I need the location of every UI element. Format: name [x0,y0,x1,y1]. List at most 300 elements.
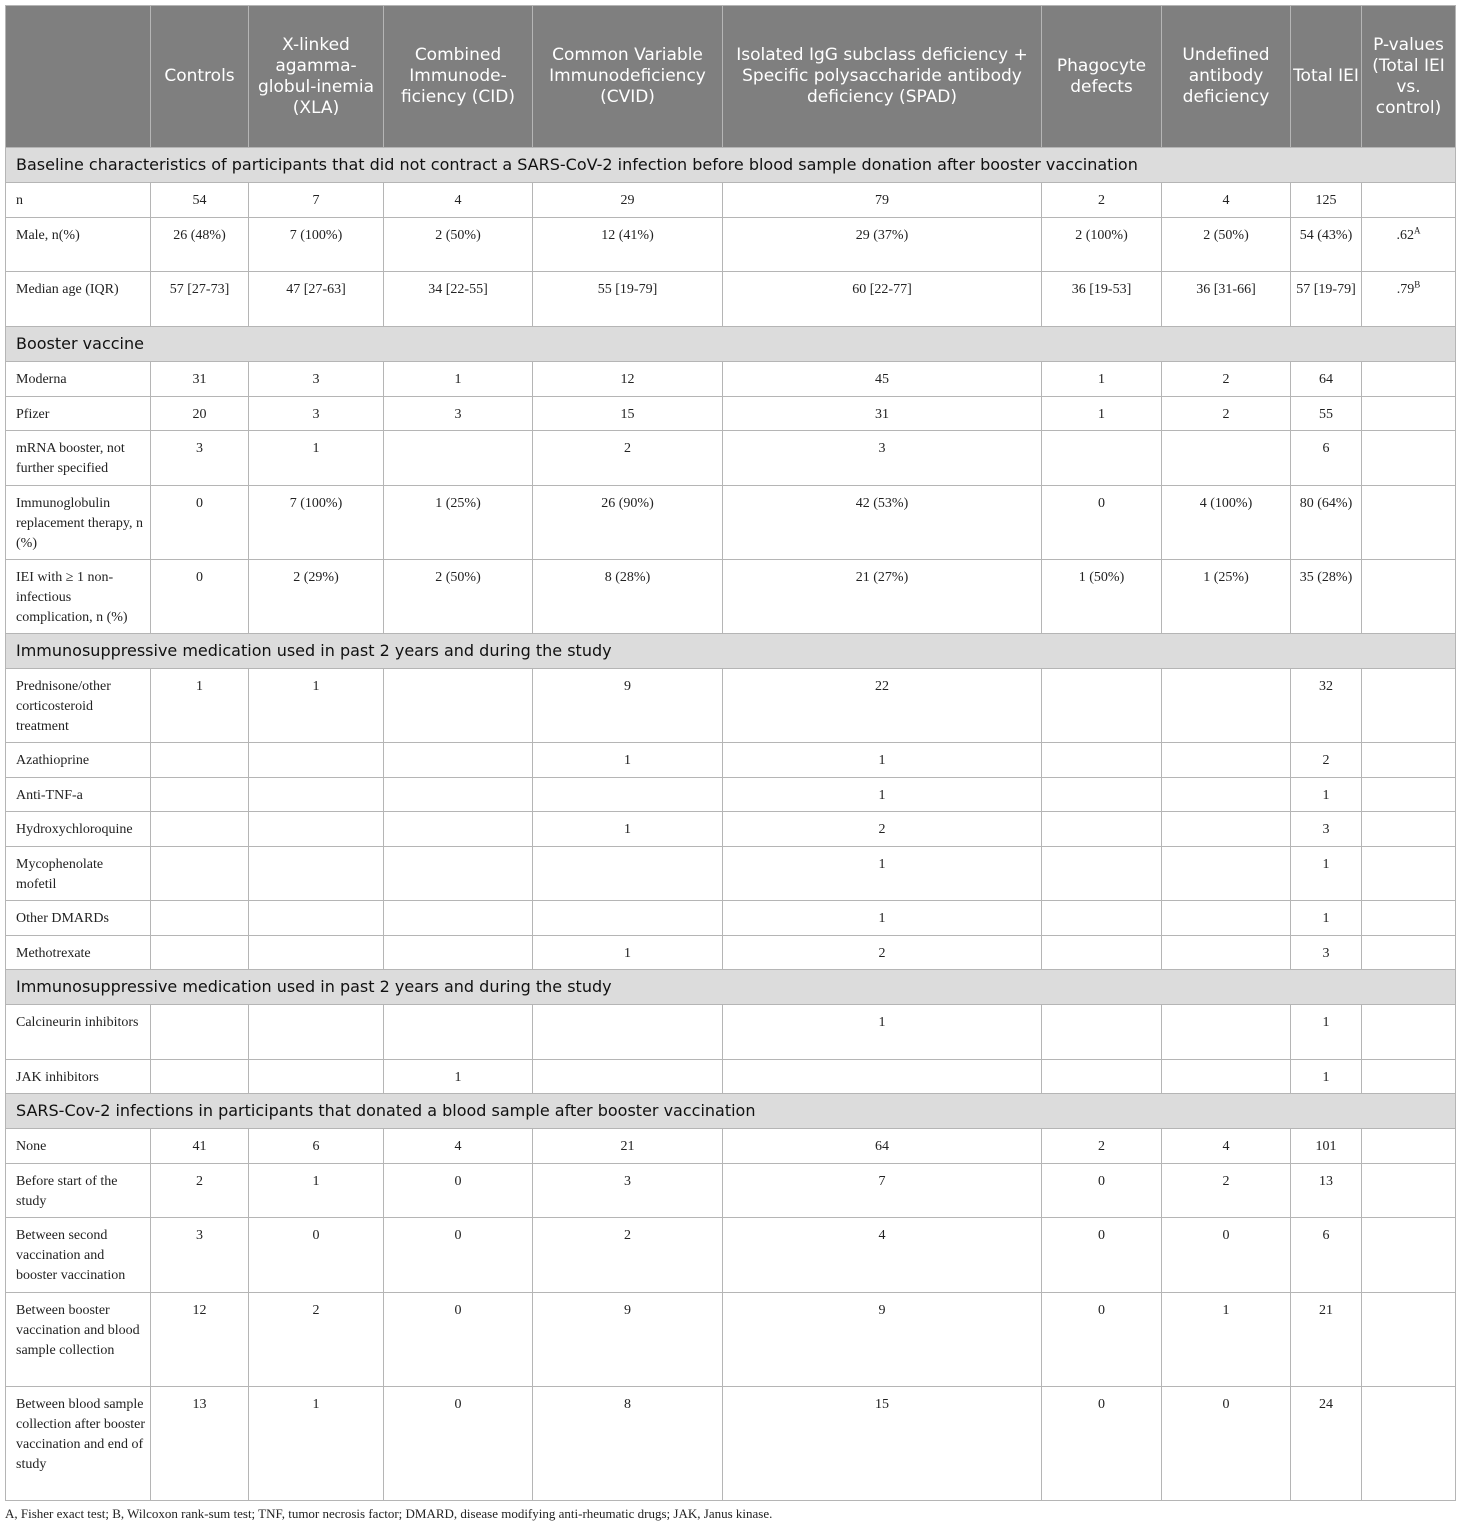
cell-text: Pfizer [16,407,50,422]
cell-text: Other DMARDs [16,911,109,926]
table-cell [1162,1293,1291,1387]
column-header: X-linked agamma-globul-inemia (XLA) [249,6,384,148]
table-cell [723,397,1042,431]
table-cell [384,218,533,272]
table-cell [1162,1164,1291,1218]
table-cell [1042,1164,1162,1218]
cell-text: Immunoglobulin replacement therapy, n (%) [16,496,143,551]
cell-text: 1 [878,857,886,872]
column-header: Combined Immunode-ficiency (CID) [384,6,533,148]
table-cell [533,1387,723,1501]
row-label [6,1387,151,1501]
cell-text: 1 [624,753,631,768]
table-cell [533,1005,723,1060]
cell-text: 24 [1319,1397,1333,1412]
table-cell [1042,669,1162,743]
table-cell [1362,218,1456,272]
table-row [6,486,1456,560]
table-cell [533,1218,723,1293]
table-row [6,1218,1456,1293]
table-cell [151,272,249,327]
row-label [6,1218,151,1293]
table-row [6,560,1456,634]
table-cell [1042,1129,1162,1164]
table-cell [384,847,533,901]
cell-text: 36 [31-66] [1196,282,1256,297]
cell-text: Before start of the study [16,1174,118,1209]
table-cell [1291,847,1362,901]
cell-text: 1 (25%) [1203,570,1249,585]
row-label [6,778,151,812]
cell-text: 9 [624,1303,631,1318]
table-row [6,669,1456,743]
table-cell [249,1005,384,1060]
table-cell [1162,362,1291,397]
table-cell [151,778,249,812]
table-cell [384,560,533,634]
table-cell [1291,560,1362,634]
cell-text: 7 (100%) [289,496,343,511]
table-cell [249,1060,384,1094]
table-row [6,272,1456,327]
cell-text: 4 [1222,193,1230,208]
table-cell [723,1005,1042,1060]
table-cell [533,778,723,812]
cell-text: 3 [624,1174,631,1189]
row-label [6,362,151,397]
cell-text: 1 [1322,911,1330,926]
row-label [6,1293,151,1387]
table-cell [151,486,249,560]
cell-text: 0 [1222,1397,1230,1412]
table-cell [723,1293,1042,1387]
table-cell [1291,486,1362,560]
table-cell [1162,778,1291,812]
table-cell [723,218,1042,272]
table-row [6,218,1456,272]
table-cell [1362,272,1456,327]
cell-text: 55 [19-79] [597,282,658,297]
cell-text: 3 [196,441,203,456]
table-cell [1291,362,1362,397]
table-cell [1291,397,1362,431]
table-cell [1162,183,1291,218]
table-cell [1362,486,1456,560]
table-cell [1362,560,1456,634]
cell-text: 2 (50%) [435,570,481,585]
cell-text: 1 [312,679,320,694]
section-title: Immunosuppressive medication used in past 2 years and during the study [6,634,1456,669]
cell-text: 1 [1098,372,1105,387]
table-cell [249,1218,384,1293]
table-cell [1291,936,1362,970]
cell-text: 8 (28%) [604,570,651,585]
cell-text: 64 [875,1139,889,1154]
table-cell [249,1164,384,1218]
table-cell [1362,936,1456,970]
table-cell [151,560,249,634]
table-cell [1162,669,1291,743]
row-label [6,1164,151,1218]
cell-text: 1 [878,788,886,803]
table-cell [1291,431,1362,486]
table-cell [1291,812,1362,847]
table-cell [151,743,249,778]
cell-text: Moderna [16,372,67,387]
cell-text: 54 [192,193,207,208]
column-header: Controls [151,6,249,148]
table-cell [249,397,384,431]
table-row [6,397,1456,431]
cell-text: 13 [192,1397,207,1412]
table-cell [1042,560,1162,634]
cell-text: 0 [312,1228,320,1243]
table-row [6,1005,1456,1060]
cell-text: 64 [1319,372,1333,387]
column-header: P-values (Total IEI vs. control) [1362,6,1456,148]
table-cell [1291,1060,1362,1094]
cell-text: 7 [312,193,320,208]
table-cell [384,743,533,778]
table-cell [249,1129,384,1164]
table-cell [151,218,249,272]
row-label [6,272,151,327]
table-cell [533,1129,723,1164]
cell-text: 125 [1315,193,1337,208]
section-header-row [6,1094,1456,1129]
table-cell [151,1060,249,1094]
section-header-row [6,327,1456,362]
cell-text: IEI with ≥ 1 non-infectious complication, n (%) [16,570,128,625]
table-cell [151,1129,249,1164]
table-cell [249,486,384,560]
table-cell [723,362,1042,397]
table-cell [1291,218,1362,272]
table-cell [1042,936,1162,970]
cell-text: 2 [312,1303,320,1318]
table-row [6,936,1456,970]
table-cell [1291,272,1362,327]
table-cell [249,218,384,272]
row-label [6,218,151,272]
table-cell [249,272,384,327]
table-cell [723,669,1042,743]
table-cell [1362,669,1456,743]
table-cell [1362,812,1456,847]
table-cell [533,901,723,936]
table-cell [533,1293,723,1387]
cell-text: 7 [878,1174,886,1189]
table-row [6,1060,1456,1094]
table-cell [723,743,1042,778]
table-cell [533,486,723,560]
table-cell [533,743,723,778]
cell-text: JAK inhibitors [16,1070,99,1085]
table-cell [384,1293,533,1387]
cell-text: 21 (27%) [855,570,909,585]
table-cell [384,812,533,847]
cell-text: Calcineurin inhibitors [16,1015,139,1030]
table-cell [384,1129,533,1164]
table-cell [384,901,533,936]
table-cell [384,1060,533,1094]
table-cell [1042,812,1162,847]
cell-text: 21 [1319,1303,1333,1318]
table-cell [1291,1164,1362,1218]
table-cell [151,397,249,431]
cell-text: 41 [192,1139,207,1154]
cell-text: Methotrexate [16,946,91,961]
table-cell [1291,743,1362,778]
cell-text: 1 [312,441,320,456]
cell-text: 2 (100%) [1075,228,1128,243]
table-cell [1362,1060,1456,1094]
cell-text: 3 [1322,946,1330,961]
cell-text: 1 [312,1397,320,1412]
table-cell [1042,218,1162,272]
table-cell [1162,812,1291,847]
cell-text: 55 [1319,407,1333,422]
cell-text: 4 [454,1139,462,1154]
cell-text: 0 [454,1303,462,1318]
cell-text: 2 [1322,753,1330,768]
cell-text: 0 [1098,496,1105,511]
cell-text: 22 [875,679,889,694]
table-cell [1362,743,1456,778]
cell-text: 1 (50%) [1078,570,1125,585]
table-cell [1042,397,1162,431]
cell-text: 2 [1222,372,1230,387]
column-header: Total IEI [1291,6,1362,148]
table-cell [1042,272,1162,327]
table-cell [723,778,1042,812]
table-cell [1362,1005,1456,1060]
cell-text: mRNA booster, not further specified [16,441,125,476]
table-cell [1291,1005,1362,1060]
table-cell [1291,1293,1362,1387]
cell-text: 79 [875,193,889,208]
table-cell [384,669,533,743]
cell-text: Anti-TNF-a [16,788,83,803]
cell-text: 31 [875,407,889,422]
table-header [6,6,1456,148]
section-title: SARS-Cov-2 infections in participants that donated a blood sample after booster vaccination [6,1094,1456,1129]
table-cell [723,1218,1042,1293]
table-cell [1291,1387,1362,1501]
table-cell [1042,901,1162,936]
cell-text: Median age (IQR) [16,282,119,297]
table-cell [249,778,384,812]
cell-text: 2 [1222,407,1230,422]
table-cell [1042,1218,1162,1293]
cell-text: 12 (41%) [601,228,654,243]
cell-text: 45 [875,372,889,387]
cell-text: 2 [1098,193,1105,208]
table-cell [1362,1129,1456,1164]
table-cell [1162,847,1291,901]
table-cell [533,560,723,634]
table-cell [384,272,533,327]
table-cell [1362,183,1456,218]
cell-text: 3 [312,407,320,422]
cell-text: 9 [624,679,631,694]
cell-text: 1 [312,1174,320,1189]
header-row [6,6,1456,148]
cell-text: 31 [192,372,207,387]
table-cell [384,183,533,218]
cell-text: None [16,1139,47,1154]
table-cell [1162,1218,1291,1293]
cell-text: 54 (43%) [1299,228,1353,243]
table-cell [249,362,384,397]
section-header-row [6,148,1456,183]
table-body [6,148,1456,1501]
row-label [6,669,151,743]
cell-text: 42 (53%) [855,496,909,511]
column-header: Undefined antibody deficiency [1162,6,1291,148]
cell-text: 36 [19-53] [1071,282,1132,297]
cell-text: 0 [1098,1174,1105,1189]
table-row [6,431,1456,486]
cell-text: 15 [620,407,635,422]
cell-text: 0 [454,1228,462,1243]
cell-text: 0 [196,496,203,511]
cell-text: 0 [454,1174,462,1189]
cell-text: 3 [1322,822,1330,837]
table-cell [723,1387,1042,1501]
cell-text: 80 (64%) [1299,496,1353,511]
table-cell [151,1164,249,1218]
data-table [5,5,1456,1501]
table-cell [1162,486,1291,560]
cell-text: 8 [624,1397,631,1412]
table-cell [384,1218,533,1293]
table-cell [723,847,1042,901]
table-cell [151,1218,249,1293]
cell-text: 4 [1222,1139,1230,1154]
cell-text: 1 [1222,1303,1230,1318]
cell-text: .79 [1396,282,1415,297]
table-cell [1362,1387,1456,1501]
table-row [6,1164,1456,1218]
cell-text: 2 [624,441,631,456]
table-cell [1042,1293,1162,1387]
section-title: Baseline characteristics of participants that did not contract a SARS-CoV-2 infection before blood sample donation after booster vaccination [6,148,1456,183]
table-cell [533,272,723,327]
table-cell [1362,1293,1456,1387]
table-cell [723,272,1042,327]
section-header-row [6,970,1456,1005]
table-cell [533,183,723,218]
table-cell [533,847,723,901]
section-title: Immunosuppressive medication used in past 2 years and during the study [6,970,1456,1005]
cell-text: 1 [878,753,886,768]
cell-text: 2 [878,946,886,961]
cell-text: 1 [878,1015,886,1030]
table-cell [151,901,249,936]
table-cell [533,1164,723,1218]
cell-text: 2 [878,822,886,837]
table-cell [249,812,384,847]
cell-text: Azathioprine [16,753,90,768]
table-cell [1162,936,1291,970]
table-cell [151,1387,249,1501]
cell-text: 2 (29%) [293,570,339,585]
table-cell [1362,1164,1456,1218]
row-label [6,936,151,970]
row-label [6,812,151,847]
cell-text: 7 (100%) [289,228,343,243]
table-cell [249,431,384,486]
cell-text: 4 [878,1228,886,1243]
cell-text: 9 [878,1303,886,1318]
table-row [6,847,1456,901]
table-cell [533,362,723,397]
table-cell [1042,847,1162,901]
table-row [6,1293,1456,1387]
row-label [6,486,151,560]
table-cell [1162,218,1291,272]
cell-text: 1 [624,946,631,961]
table-row [6,362,1456,397]
table-cell [384,431,533,486]
table-cell [151,1293,249,1387]
table-cell [723,431,1042,486]
cell-text: 1 (25%) [435,496,481,511]
table-cell [1162,1060,1291,1094]
cell-text: 20 [192,407,207,422]
table-cell [1291,901,1362,936]
table-cell [1362,847,1456,901]
cell-text: 1 [196,679,203,694]
table-cell [1042,1387,1162,1501]
table-row [6,778,1456,812]
table-cell [384,1387,533,1501]
table-cell [1042,183,1162,218]
cell-text: 57 [19-79] [1296,282,1356,297]
cell-text: 3 [312,372,320,387]
row-label [6,397,151,431]
table-cell [1362,431,1456,486]
column-header [6,6,151,148]
cell-text: 35 (28%) [1299,570,1353,585]
table-cell [1362,778,1456,812]
cell-text: 101 [1315,1139,1337,1154]
cell-text: 15 [875,1397,889,1412]
cell-text: Between blood sample collection after booster vaccination and end of study [16,1397,146,1472]
table-row [6,901,1456,936]
cell-text: 21 [620,1139,635,1154]
table-cell [384,1164,533,1218]
table-cell [1042,486,1162,560]
cell-text: 1 [1322,1070,1330,1085]
row-label [6,183,151,218]
table-cell [1291,1129,1362,1164]
table-cell [723,183,1042,218]
cell-text: 0 [1222,1228,1230,1243]
cell-text: 3 [878,441,886,456]
row-label [6,847,151,901]
table-cell [1042,743,1162,778]
table-cell [1291,1218,1362,1293]
cell-text: 60 [22-77] [852,282,912,297]
table-cell [249,901,384,936]
table-cell [1162,901,1291,936]
table-cell [1042,778,1162,812]
table-cell [151,936,249,970]
cell-text: 2 [624,1228,631,1243]
table-cell [1162,560,1291,634]
